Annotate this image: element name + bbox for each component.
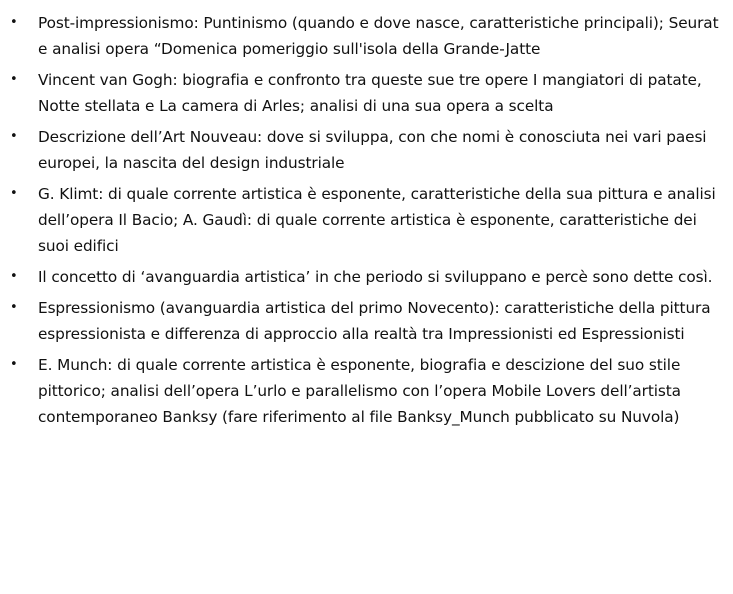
bullet-icon: [10, 264, 20, 290]
list-item-munch: [0, 352, 733, 430]
list-item-text: Post-impressionismo: Puntinismo (quando e dove nasce, caratteristiche principali); Seurat e analisi opera “Domenica pomeriggio sull'isola della Grande-Jatte: [38, 14, 719, 58]
list-item-klimt-gaudi: [0, 181, 733, 259]
list-item-van-gogh: [0, 67, 733, 119]
bullet-icon: [10, 67, 20, 93]
list-item-text: G. Klimt: di quale corrente artistica è esponente, caratteristiche della sua pittura e analisi dell’opera Il Bacio; A. Gaudì: di quale corrente artistica è esponente, caratteristiche dei suoi edifici: [38, 185, 716, 255]
list-item-text: E. Munch: di quale corrente artistica è esponente, biografia e descizione del suo stile pittorico; analisi dell’opera L’urlo e parallelismo con l’opera Mobile Lovers dell’artista contemporaneo Banksy (fare riferimento al file Banksy_Munch pubblicato su Nuvola): [38, 356, 681, 426]
bullet-icon: [10, 181, 20, 207]
list-item-art-nouveau: [0, 124, 733, 176]
list-item-post-impressionism: [0, 10, 733, 62]
list-item-espressionismo: [0, 295, 733, 347]
list-item-text: Vincent van Gogh: biografia e confronto tra queste sue tre opere I mangiatori di patate, Notte stellata e La camera di Arles; analisi di una sua opera a scelta: [38, 71, 702, 115]
list-item-text: Il concetto di ‘avanguardia artistica’ in che periodo si sviluppano e percè sono dette così.: [38, 268, 713, 286]
list-item-avanguardia: [0, 264, 733, 290]
bullet-icon: [10, 295, 20, 321]
list-item-text: Descrizione dell’Art Nouveau: dove si sviluppa, con che nomi è conosciuta nei vari paesi europei, la nascita del design industriale: [38, 128, 707, 172]
bullet-icon: [10, 10, 20, 36]
bullet-icon: [10, 124, 20, 150]
topic-list: [0, 10, 733, 430]
list-item-text: Espressionismo (avanguardia artistica del primo Novecento): caratteristiche della pittura espressionista e differenza di approccio alla realtà tra Impressionisti ed Espressionisti: [38, 299, 711, 343]
bullet-icon: [10, 352, 20, 378]
